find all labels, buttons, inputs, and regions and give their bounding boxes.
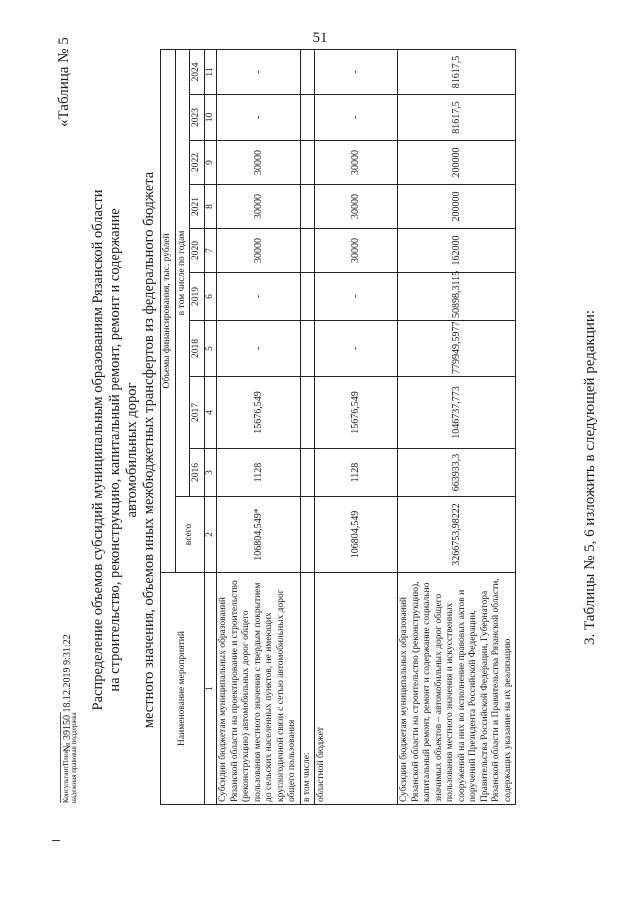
column-index: 3 bbox=[204, 449, 217, 497]
cell-value: 663933,3 bbox=[398, 449, 516, 497]
row-name: Субсидии бюджетам муниципальных образований Рязанской области на строительство (реконструкцию), капитальный ремонт, ремонт и содержание социально значимых объектов – автомобильных дорог общего пользования местного значения и искусственных сооружений на них во исполнение правовых актов и поручений Президента Российской Федерации, Правительства Российской Федерации, Губернатора Рязанской области и Правительства Рязанской области, содержащих указание на их реализацию bbox=[398, 573, 516, 805]
cell-value bbox=[300, 141, 315, 185]
table-label: «Таблица № 5 bbox=[56, 37, 72, 127]
row-name: Субсидии бюджетам муниципальных образований Рязанской области на проектирование и строительство (реконструкцию) автомобильных дорог общего пользования местного значения с твердым покрытием до сельских населенных пунктов, не имеющих круглогодичной связи с сетью автомобильных дорог общего пользования bbox=[217, 573, 301, 805]
stamp-line-2: надежная правовая поддержка bbox=[70, 712, 78, 803]
cell-value: 50898,3115 bbox=[398, 273, 516, 321]
cell-value: 30000 bbox=[217, 229, 301, 273]
table-row bbox=[315, 49, 398, 804]
column-index: 8 bbox=[204, 185, 217, 229]
stamp-line-1: КонсультантПлюс bbox=[62, 748, 70, 803]
column-index: 5 bbox=[204, 321, 217, 377]
column-index-row bbox=[204, 49, 217, 804]
cell-value: 30000 bbox=[217, 185, 301, 229]
header-year: 2022 bbox=[190, 141, 205, 185]
table-row bbox=[217, 49, 301, 804]
header-name: Наименование мероприятий bbox=[161, 573, 205, 805]
header-year: 2023 bbox=[190, 95, 205, 141]
header-year: 2019 bbox=[190, 273, 205, 321]
header-year: 2020 bbox=[190, 229, 205, 273]
cell-value: 1046737,773 bbox=[398, 377, 516, 449]
header-year: 2021 bbox=[190, 185, 205, 229]
cell-value: 779949,5977 bbox=[398, 321, 516, 377]
cell-value bbox=[300, 321, 315, 377]
table-row bbox=[398, 49, 516, 804]
cell-value bbox=[300, 449, 315, 497]
cell-value bbox=[300, 49, 315, 94]
cell-value: 30000 bbox=[315, 229, 398, 273]
cell-value: 15676,549 bbox=[315, 377, 398, 449]
cell-value bbox=[300, 377, 315, 449]
heading-line-3: местного значения, объемов иных межбюджетных трансфертов из федерального бюджета bbox=[141, 171, 157, 729]
heading-line-2: на строительство, реконструкцию, капитальный ремонт, ремонт и содержание автомобильных дорог bbox=[107, 208, 140, 692]
cell-value: - bbox=[315, 49, 398, 94]
column-index: 2 bbox=[204, 497, 217, 573]
header-year: 2024 bbox=[190, 49, 205, 94]
header-total: всего bbox=[175, 497, 204, 573]
column-index: 1 bbox=[204, 573, 217, 805]
cell-value bbox=[300, 95, 315, 141]
cell-value: - bbox=[315, 321, 398, 377]
header-year: 2017 bbox=[190, 377, 205, 449]
cell-total: 106804,549 bbox=[315, 497, 398, 573]
cell-value: 30000 bbox=[217, 141, 301, 185]
table-row bbox=[300, 49, 315, 804]
cell-value: 30000 bbox=[315, 141, 398, 185]
cell-value: - bbox=[217, 321, 301, 377]
cell-total: 106804,549* bbox=[217, 497, 301, 573]
allocation-table bbox=[160, 49, 516, 805]
cell-value: - bbox=[315, 273, 398, 321]
cell-value: 200000 bbox=[398, 185, 516, 229]
column-index: 7 bbox=[204, 229, 217, 273]
table-heading bbox=[90, 170, 158, 730]
page-number: 51 bbox=[312, 30, 328, 46]
cell-value: 30000 bbox=[315, 185, 398, 229]
column-index: 10 bbox=[204, 95, 217, 141]
cell-value: - bbox=[217, 95, 301, 141]
cell-value: - bbox=[315, 95, 398, 141]
header-year: 2018 bbox=[190, 321, 205, 377]
cell-value bbox=[300, 273, 315, 321]
cell-total: 3266753,98222 bbox=[398, 497, 516, 573]
header-funding: Объемы финансирования, тыс. рублей bbox=[161, 49, 176, 572]
document-id: № 39150 18.12.2019 9:31:22 bbox=[62, 634, 73, 752]
cell-value: 1128 bbox=[315, 449, 398, 497]
row-name: в том числе: bbox=[300, 573, 315, 805]
column-index: 11 bbox=[204, 49, 217, 94]
cell-value: 81617,5 bbox=[398, 95, 516, 141]
cell-value: 15676,549 bbox=[217, 377, 301, 449]
cell-value: - bbox=[217, 49, 301, 94]
cell-value: - bbox=[217, 273, 301, 321]
header-by-year: в том числе по годам bbox=[175, 49, 190, 496]
cell-value bbox=[300, 229, 315, 273]
cell-value: 81617,5 bbox=[398, 49, 516, 94]
cell-total bbox=[300, 497, 315, 573]
cell-value: 200000 bbox=[398, 141, 516, 185]
header-year: 2016 bbox=[190, 449, 205, 497]
column-index: 6 bbox=[204, 273, 217, 321]
column-index: 9 bbox=[204, 141, 217, 185]
cell-value: 1128 bbox=[217, 449, 301, 497]
cell-value bbox=[300, 185, 315, 229]
column-index: 4 bbox=[204, 377, 217, 449]
heading-line-1: Распределение объемов субсидий муниципальным образованиям Рязанской области bbox=[90, 189, 106, 711]
header-row-funding bbox=[161, 49, 176, 804]
intro-line: 3. Таблицы № 5, 6 изложить в следующей редакции: bbox=[582, 309, 598, 645]
cell-value: 162000 bbox=[398, 229, 516, 273]
row-name: областной бюджет bbox=[315, 573, 398, 805]
